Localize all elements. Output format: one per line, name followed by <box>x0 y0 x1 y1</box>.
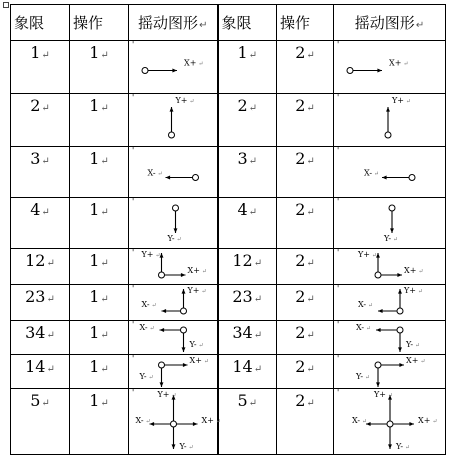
quadrant-cell-2 <box>218 94 277 147</box>
quadrant-cell <box>11 41 70 94</box>
cell-mark: ' <box>337 354 340 363</box>
operation-cell-2 <box>277 321 334 355</box>
origin-circle <box>375 272 381 278</box>
origin-circle <box>181 308 187 314</box>
paragraph-mark: ↵ <box>46 294 55 305</box>
operation-cell-2-value: 2 <box>295 357 306 376</box>
arrow-head <box>398 347 402 352</box>
origin-circle <box>387 421 393 427</box>
quadrant-cell <box>11 147 70 198</box>
gesture-diagram <box>334 389 445 454</box>
table-row <box>11 147 446 198</box>
paragraph-mark: ↵ <box>146 374 154 381</box>
table-row <box>11 321 446 355</box>
axis-label: Y+ ↵ <box>187 286 207 295</box>
origin-circle <box>397 308 403 314</box>
table-row <box>11 249 446 285</box>
paragraph-mark: ↵ <box>41 398 50 409</box>
paragraph-mark: ↵ <box>199 268 207 275</box>
quadrant-cell-2-value: 14 <box>232 357 253 376</box>
paragraph-mark: ↵ <box>213 418 221 425</box>
paragraph-mark: ↵ <box>153 252 161 259</box>
cell-mark: ' <box>132 284 135 293</box>
operation-cell <box>70 285 129 321</box>
cell-mark: ' <box>337 284 340 293</box>
paragraph-mark: ↵ <box>413 342 421 349</box>
paragraph-mark: ↵ <box>306 207 315 218</box>
operation-cell-2-value: 2 <box>295 391 306 410</box>
axis-label: X- ↵ <box>135 416 151 425</box>
cell-mark: ' <box>132 146 135 155</box>
quadrant-cell-2-value: 1 <box>237 43 248 62</box>
quadrant-cell <box>11 355 70 389</box>
paragraph-mark: ↵ <box>41 156 50 167</box>
quadrant-cell <box>11 198 70 249</box>
cell-mark: ' <box>132 93 135 102</box>
paragraph-mark: ↵ <box>100 258 109 269</box>
quadrant-cell-2 <box>218 147 277 198</box>
operation-cell-value: 1 <box>89 149 100 168</box>
header-gesture: 摇动图形↵ <box>129 5 218 41</box>
operation-cell-2 <box>277 389 334 455</box>
header-quadrant: 象限 <box>11 5 70 41</box>
axis-label: X+ ↵ <box>406 356 426 365</box>
quadrant-cell <box>11 94 70 147</box>
origin-circle <box>181 327 187 333</box>
table-row <box>11 94 446 147</box>
table-row <box>11 41 446 94</box>
operation-cell-2-value: 2 <box>295 43 306 62</box>
axis-label: X+ ↵ <box>418 416 438 425</box>
header-operation-2: 操作 <box>277 5 334 41</box>
arrow-head <box>162 309 167 313</box>
paragraph-mark: ↵ <box>306 364 315 375</box>
paragraph-mark: ↵ <box>100 330 109 341</box>
cell-mark: ' <box>132 248 135 257</box>
paragraph-mark: ↵ <box>100 294 109 305</box>
paragraph-mark: ↵ <box>403 444 411 451</box>
gesture-cell-2 <box>334 355 446 389</box>
axis-label: Y- ↵ <box>167 234 182 243</box>
axis-label: Y+ ↵ <box>175 96 195 105</box>
gesture-cell-1 <box>129 355 218 389</box>
quadrant-cell-value: 23 <box>25 287 46 306</box>
axis-label: Y+ ↵ <box>374 390 393 399</box>
paragraph-mark: ↵ <box>401 60 409 68</box>
origin-circle <box>173 205 179 211</box>
paragraph-mark: ↵ <box>169 392 177 399</box>
paragraph-mark: ↵ <box>100 207 109 218</box>
paragraph-mark: ↵ <box>430 418 438 425</box>
origin-circle <box>397 327 403 333</box>
operation-cell-2-value: 2 <box>295 287 306 306</box>
gesture-diagram <box>334 147 445 197</box>
gesture-cell-2 <box>334 41 446 94</box>
operation-cell-2 <box>277 41 334 94</box>
gesture-cell-1 <box>129 147 218 198</box>
gesture-cell-2 <box>334 249 446 285</box>
arrow-head <box>398 289 402 294</box>
operation-cell-2-value: 2 <box>295 251 306 270</box>
paragraph-mark: ↵ <box>372 170 380 178</box>
quadrant-cell-2 <box>218 285 277 321</box>
quadrant-cell-value: 1 <box>30 43 41 62</box>
operation-cell <box>70 249 129 285</box>
gesture-diagram <box>334 321 445 354</box>
paragraph-mark: ↵ <box>306 156 315 167</box>
paragraph-mark: ↵ <box>174 236 182 243</box>
operation-cell-2 <box>277 355 334 389</box>
arrow-head <box>390 228 394 233</box>
paragraph-mark: ↵ <box>306 258 315 269</box>
gesture-diagram <box>129 147 217 197</box>
paragraph-mark: ↵ <box>46 330 55 341</box>
arrow-head <box>160 382 164 387</box>
operation-cell-value: 1 <box>89 251 100 270</box>
axis-label: X+ ↵ <box>201 416 221 425</box>
paragraph-mark: ↵ <box>100 50 109 61</box>
arrow-head <box>182 289 186 294</box>
gesture-diagram <box>129 249 217 284</box>
paragraph-mark: ↵ <box>403 98 411 105</box>
paragraph-mark: ↵ <box>149 302 157 309</box>
gesture-cell-2 <box>334 147 446 198</box>
operation-cell-value: 1 <box>89 391 100 410</box>
paragraph-mark: ↵ <box>201 358 209 365</box>
paragraph-mark: ↵ <box>416 268 424 275</box>
paragraph-mark: ↵ <box>391 236 399 243</box>
paragraph-mark: ↵ <box>418 358 426 365</box>
paragraph-mark: ↵ <box>360 418 368 425</box>
arrow-head <box>376 382 380 387</box>
quadrant-cell-2-value: 12 <box>232 251 253 270</box>
gesture-cell-1 <box>129 198 218 249</box>
axis-label: Y- ↵ <box>179 442 194 451</box>
quadrant-cell-2 <box>218 389 277 455</box>
gesture-diagram <box>334 355 445 388</box>
axis-label: X- ↵ <box>141 300 157 309</box>
axis-label: X+ ↵ <box>404 266 424 275</box>
operation-cell-2 <box>277 94 334 147</box>
arrow-head <box>409 422 414 426</box>
paragraph-mark: ↵ <box>147 325 155 332</box>
operation-cell <box>70 321 129 355</box>
paragraph-mark: ↵ <box>100 364 109 375</box>
gesture-cell-2 <box>334 94 446 147</box>
paragraph-mark: ↵ <box>253 258 263 269</box>
paragraph-mark: ↵ <box>143 418 151 425</box>
cell-mark: ' <box>132 40 135 49</box>
paragraph-mark: ↵ <box>248 398 258 409</box>
gesture-cell-1 <box>129 41 218 94</box>
cell-mark: ' <box>337 248 340 257</box>
paragraph-mark: ↵ <box>100 103 109 114</box>
arrow-head <box>378 309 383 313</box>
origin-circle <box>347 68 353 74</box>
origin-circle <box>159 272 165 278</box>
quadrant-cell-2-value: 3 <box>237 149 248 168</box>
gesture-cell-1 <box>129 249 218 285</box>
quadrant-cell-2 <box>218 321 277 355</box>
operation-cell <box>70 94 129 147</box>
quadrant-cell-value: 14 <box>25 357 46 376</box>
quadrant-cell-2 <box>218 41 277 94</box>
paragraph-mark: ↵ <box>363 374 371 381</box>
gesture-diagram <box>129 94 217 146</box>
paragraph-mark: ↵ <box>248 156 258 167</box>
operation-cell-2 <box>277 285 334 321</box>
gesture-cell-1 <box>129 285 218 321</box>
operation-cell <box>70 355 129 389</box>
origin-circle <box>142 68 148 74</box>
gesture-cell-1 <box>129 94 218 147</box>
operation-cell-2 <box>277 198 334 249</box>
gesture-diagram <box>129 41 217 93</box>
origin-circle <box>389 205 395 211</box>
paragraph-mark: ↵ <box>100 156 109 167</box>
axis-label: Y- ↵ <box>139 372 154 381</box>
axis-label: X+ ↵ <box>187 266 207 275</box>
axis-label: X- ↵ <box>358 300 374 309</box>
axis-label: Y+ ↵ <box>392 96 411 105</box>
axis-label: Y+ ↵ <box>358 250 377 259</box>
operation-cell-value: 1 <box>89 43 100 62</box>
cell-mark: ' <box>337 93 340 102</box>
origin-circle <box>169 132 175 138</box>
arrow-head <box>397 273 402 277</box>
table-row <box>11 389 446 455</box>
paragraph-mark: ↵ <box>306 398 315 409</box>
cell-mark: ' <box>337 40 340 49</box>
axis-label: X- ↵ <box>139 323 155 332</box>
header-quadrant-2: 象限 <box>218 5 277 41</box>
operation-cell-2 <box>277 249 334 285</box>
gesture-cell-1 <box>129 321 218 355</box>
operation-cell <box>70 198 129 249</box>
axis-label: X- ↵ <box>147 168 163 178</box>
gesture-cell-2 <box>334 389 446 455</box>
header-operation: 操作 <box>70 5 129 41</box>
header-row <box>11 5 446 41</box>
arrow-head <box>399 363 404 367</box>
paragraph-mark: ↵ <box>248 50 258 61</box>
cell-mark: ' <box>132 320 135 329</box>
paragraph-mark: ↵ <box>253 330 263 341</box>
paragraph-mark: ↵ <box>253 364 263 375</box>
gesture-diagram <box>129 285 217 320</box>
quadrant-cell-value: 3 <box>30 149 41 168</box>
quadrant-cell-2-value: 4 <box>237 200 248 219</box>
paragraph-mark: ↵ <box>41 103 50 114</box>
quadrant-cell-value: 34 <box>25 323 46 342</box>
operation-cell-2-value: 2 <box>295 323 306 342</box>
header-gesture-2: 摇动图形↵ <box>334 5 446 41</box>
quadrant-cell-2 <box>218 198 277 249</box>
axis-label: X+ ↵ <box>184 58 204 68</box>
quadrant-cell-value: 2 <box>30 96 41 115</box>
cell-mark: ' <box>132 354 135 363</box>
gesture-cell-2 <box>334 198 446 249</box>
paragraph-mark: ↵ <box>41 207 50 218</box>
arrow-head <box>172 444 176 449</box>
operation-cell-2-value: 2 <box>295 149 306 168</box>
quadrant-cell-value: 5 <box>30 391 41 410</box>
operation-cell <box>70 389 129 455</box>
operation-cell-2-value: 2 <box>295 200 306 219</box>
arrow-head <box>386 107 390 112</box>
gesture-diagram <box>334 198 445 248</box>
quadrant-cell-2-value: 34 <box>232 323 253 342</box>
gesture-diagram <box>334 94 445 146</box>
cell-mark: ' <box>337 320 340 329</box>
operation-cell-2 <box>277 147 334 198</box>
arrow-head <box>388 444 392 449</box>
arrow-head <box>172 69 177 73</box>
gesture-diagram <box>129 355 217 388</box>
arrow-head <box>376 328 381 332</box>
paragraph-mark: ↵ <box>369 252 377 259</box>
paragraph-mark: ↵ <box>46 258 55 269</box>
arrow-head <box>170 107 174 112</box>
operation-cell-value: 1 <box>89 323 100 342</box>
paragraph-mark: ↵ <box>196 60 204 68</box>
gesture-diagram <box>129 388 221 454</box>
paragraph-mark: ↵ <box>253 294 263 305</box>
gesture-diagram <box>129 321 217 354</box>
axis-label: Y- ↵ <box>356 372 371 381</box>
cell-mark: ' <box>132 197 135 206</box>
origin-circle <box>375 362 381 368</box>
origin-circle <box>385 132 391 138</box>
paragraph-mark: ↵ <box>248 207 258 218</box>
cell-mark: ' <box>337 388 340 397</box>
axis-label: X+ ↵ <box>389 58 409 68</box>
paragraph-mark: ↵ <box>199 288 207 295</box>
paragraph-mark: ↵ <box>187 98 195 105</box>
arrow-head <box>166 176 171 180</box>
axis-label: Y- ↵ <box>384 234 399 243</box>
axis-label: Y- ↵ <box>396 442 411 451</box>
paragraph-mark: ↵ <box>366 302 374 309</box>
table-row <box>11 285 446 321</box>
arrow-head <box>377 69 382 73</box>
paragraph-mark: ↵ <box>306 294 315 305</box>
origin-circle <box>409 175 415 181</box>
table-row <box>11 355 446 389</box>
gesture-diagram <box>334 285 445 320</box>
arrow-head <box>382 176 387 180</box>
paragraph-mark: ↵ <box>100 398 109 409</box>
gesture-diagram <box>334 249 445 284</box>
operation-cell-value: 1 <box>89 287 100 306</box>
operation-cell <box>70 41 129 94</box>
quadrant-cell <box>11 321 70 355</box>
quadrant-cell <box>11 389 70 455</box>
gesture-cell-2 <box>334 321 446 355</box>
axis-label: Y+ ↵ <box>141 250 161 259</box>
cell-mark: ' <box>337 146 340 155</box>
axis-label: X- ↵ <box>352 416 368 425</box>
paragraph-mark: ↵ <box>415 288 423 295</box>
arrow-head <box>182 347 186 352</box>
gesture-table <box>10 4 446 455</box>
paragraph-mark: ↵ <box>306 103 315 114</box>
axis-label: X- ↵ <box>364 168 380 178</box>
axis-label: Y+ ↵ <box>157 390 177 399</box>
paragraph-mark: ↵ <box>306 50 315 61</box>
gesture-diagram <box>334 41 445 93</box>
origin-circle <box>193 175 199 181</box>
quadrant-cell-value: 4 <box>30 200 41 219</box>
quadrant-cell-2-value: 5 <box>237 391 248 410</box>
axis-label: X+ ↵ <box>189 356 209 365</box>
origin-circle <box>171 421 177 427</box>
quadrant-cell-value: 12 <box>25 251 46 270</box>
text-boundary-mark <box>3 2 9 8</box>
quadrant-cell-2 <box>218 355 277 389</box>
arrow-head <box>174 228 178 233</box>
arrow-head <box>181 273 186 277</box>
cell-mark: ' <box>132 388 135 397</box>
quadrant-cell-2-value: 23 <box>232 287 253 306</box>
quadrant-cell <box>11 285 70 321</box>
paragraph-mark: ↵ <box>385 392 393 399</box>
quadrant-cell <box>11 249 70 285</box>
gesture-cell-1 <box>129 388 221 455</box>
paragraph-mark: ↵ <box>306 330 315 341</box>
paragraph-mark: ↵ <box>186 444 194 451</box>
cell-mark: ' <box>337 197 340 206</box>
arrow-head <box>160 328 165 332</box>
operation-cell-value: 1 <box>89 357 100 376</box>
axis-label: X- ↵ <box>356 323 372 332</box>
origin-circle <box>159 362 165 368</box>
gesture-diagram <box>129 198 217 248</box>
paragraph-mark: ↵ <box>46 364 55 375</box>
operation-cell <box>70 147 129 198</box>
paragraph-mark: ↵ <box>248 103 258 114</box>
gesture-cell-2 <box>334 285 446 321</box>
paragraph-mark: ↵ <box>196 342 204 349</box>
paragraph-mark: ↵ <box>41 50 50 61</box>
arrow-head <box>193 422 198 426</box>
paragraph-mark: ↵ <box>155 170 163 178</box>
axis-label: Y- ↵ <box>406 340 421 349</box>
axis-label: Y- ↵ <box>189 340 204 349</box>
arrow-head <box>183 363 188 367</box>
table-row <box>11 198 446 249</box>
quadrant-cell-2-value: 2 <box>237 96 248 115</box>
axis-label: Y+ ↵ <box>404 286 423 295</box>
paragraph-mark: ↵ <box>364 325 372 332</box>
quadrant-cell-2 <box>218 249 277 285</box>
operation-cell-value: 1 <box>89 200 100 219</box>
operation-cell-value: 1 <box>89 96 100 115</box>
operation-cell-2-value: 2 <box>295 96 306 115</box>
